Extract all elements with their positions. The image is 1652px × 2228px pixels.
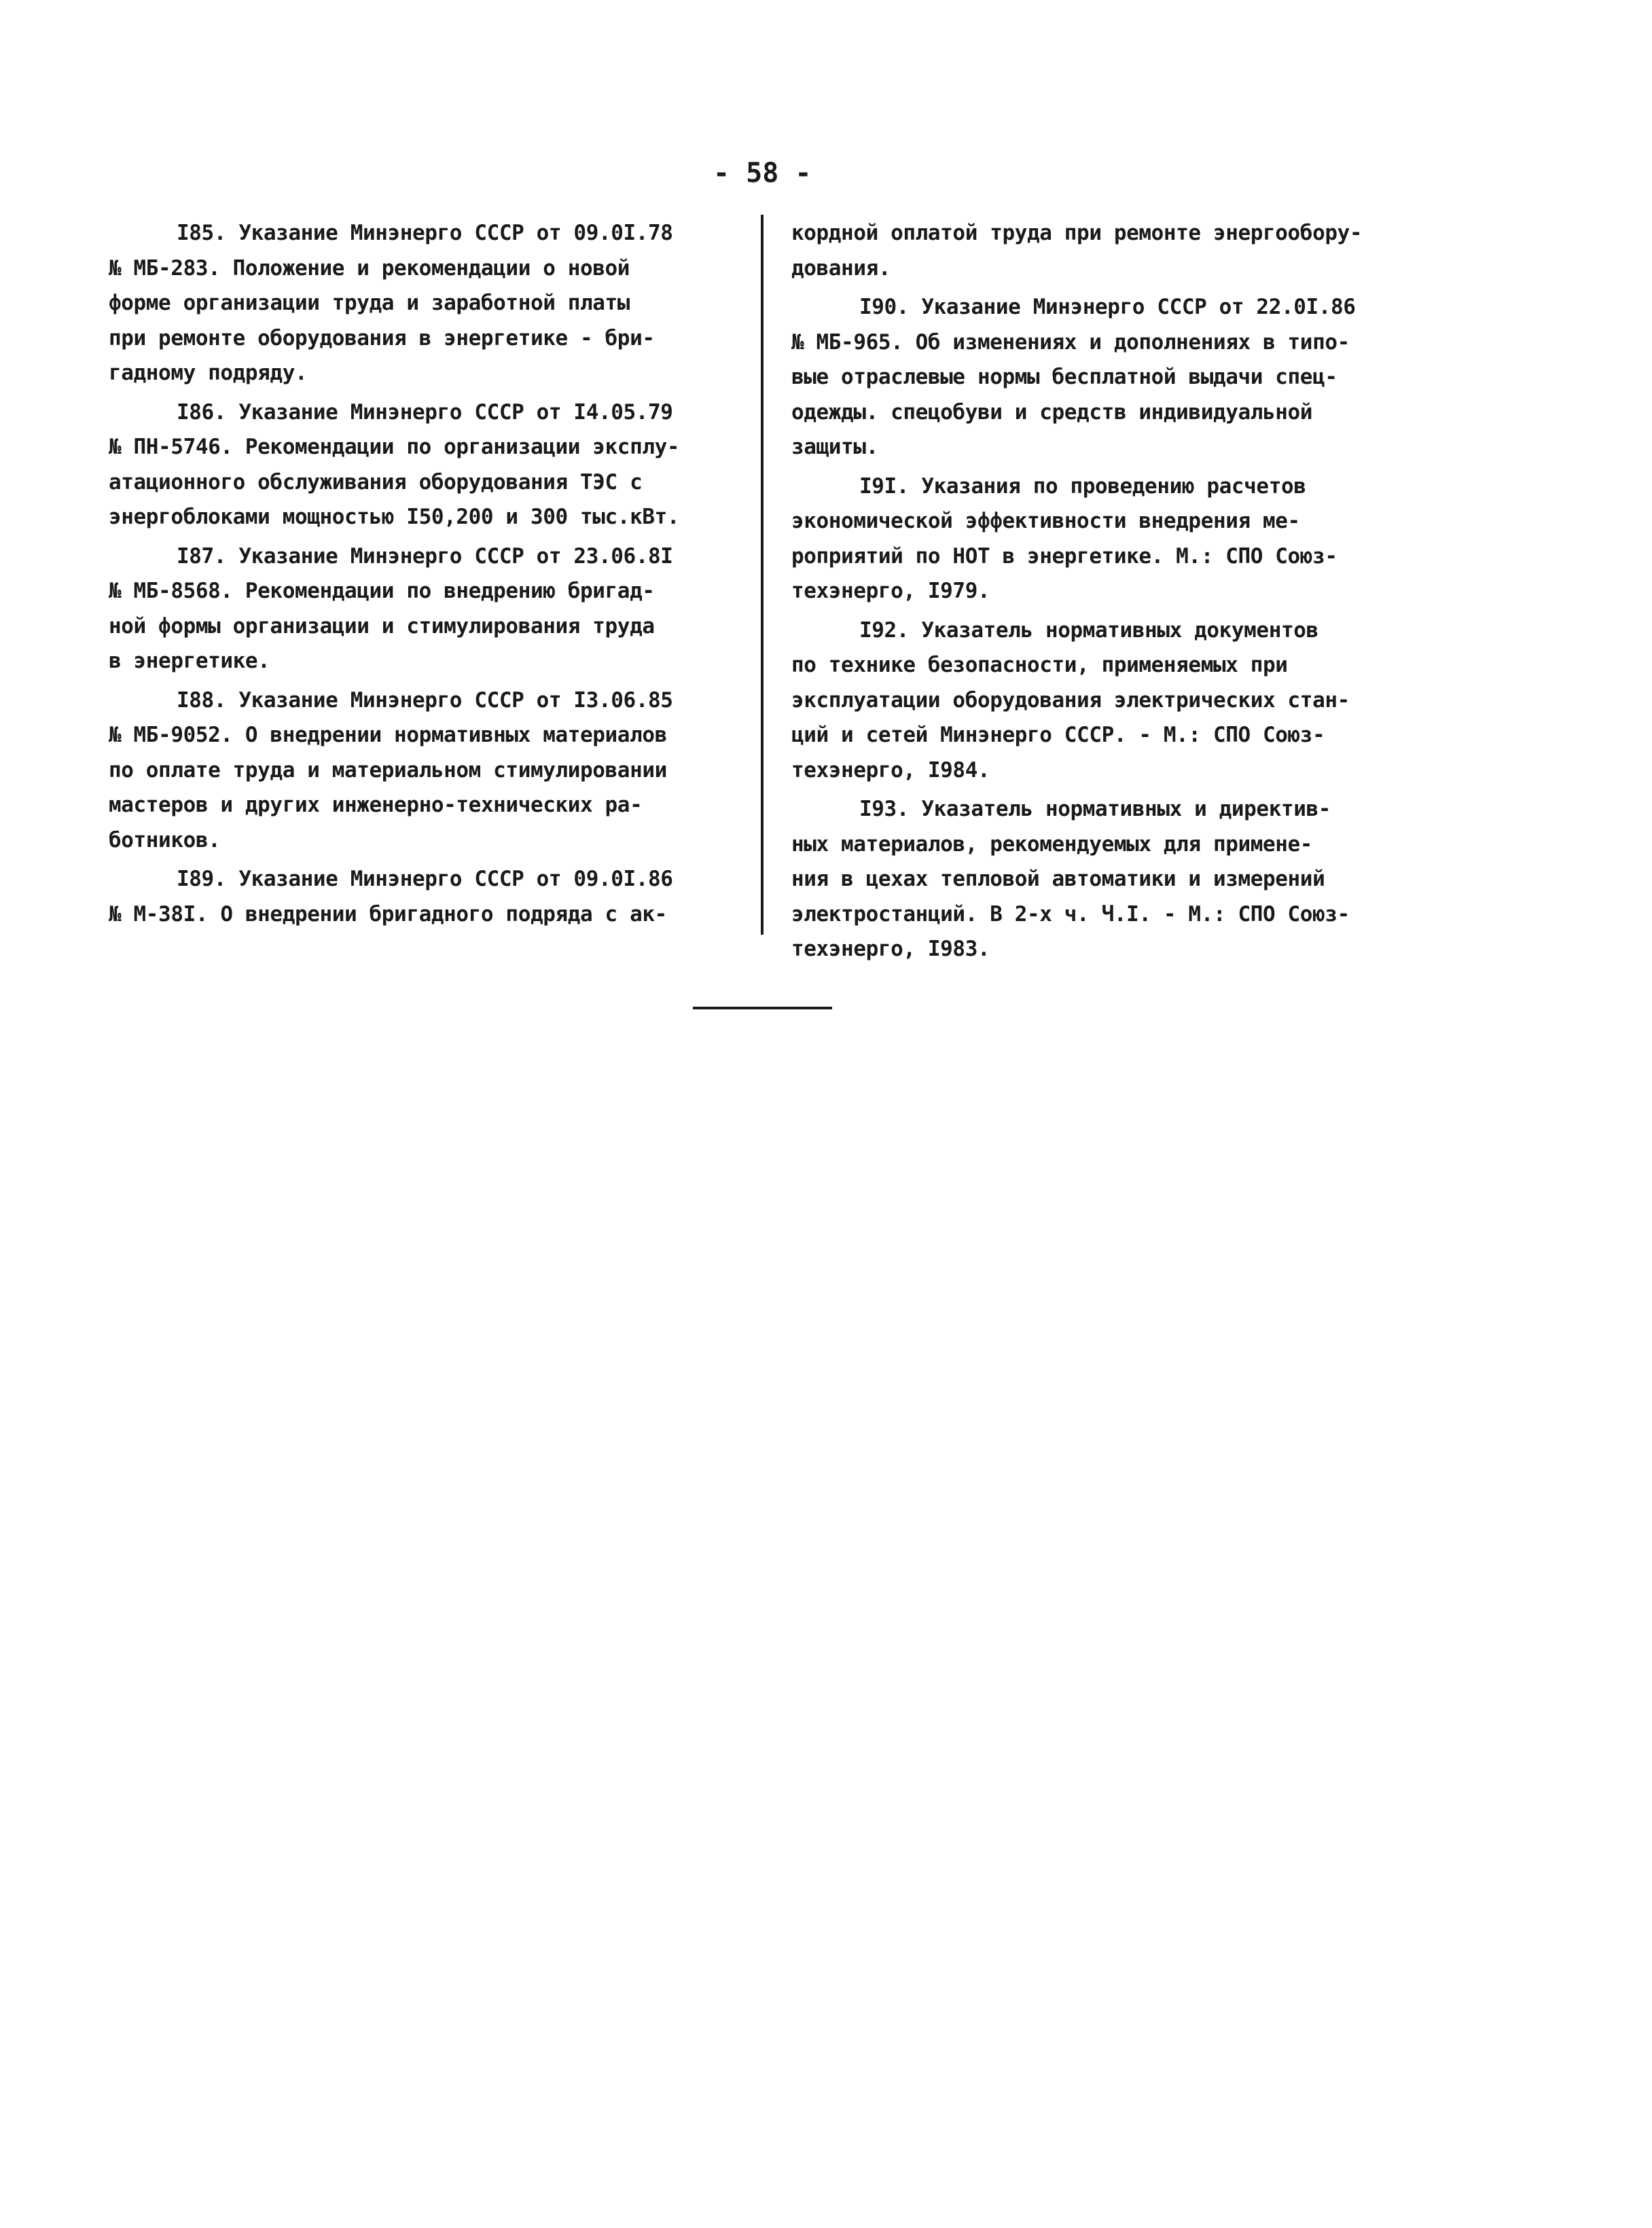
text-line: в энергетике. bbox=[109, 649, 270, 673]
text-line: защиты. bbox=[791, 435, 878, 459]
text-line: ций и сетей Минэнерго СССР. - М.: СПО Союз- bbox=[791, 723, 1325, 747]
text-line: ботников. bbox=[109, 827, 221, 852]
text-line: эксплуатации оборудования электрических стан- bbox=[791, 687, 1350, 713]
text-line: атационного обслуживания оборудования ТЭС с bbox=[109, 469, 643, 495]
text-line: мастеров и других инженерно-технических ра- bbox=[109, 793, 643, 817]
text-line: ной формы организации и стимулирования труда bbox=[109, 613, 655, 639]
text-line: форме организации труда и заработной платы bbox=[109, 291, 630, 315]
text-line: № МБ-8568. Рекомендации по внедрению бригад- bbox=[109, 579, 655, 603]
text-line: I90. Указание Минэнерго СССР от 22.0I.86 bbox=[859, 295, 1356, 319]
text-line: I92. Указатель нормативных документов bbox=[859, 617, 1318, 643]
text-line: I87. Указание Минэнерго СССР от 23.06.8I bbox=[177, 543, 673, 569]
text-line: № МБ-9052. О внедрении нормативных материалов bbox=[109, 723, 667, 747]
text-line: энергоблоками мощностью I50,200 и 300 тыс.кВт. bbox=[109, 505, 680, 529]
right-column bbox=[791, 216, 1416, 967]
text-line: по оплате труда и материальном стимулировании bbox=[109, 757, 667, 783]
text-line: одежды. спецобуви и средств индивидуальной bbox=[791, 399, 1313, 425]
text-line: I85. Указание Минэнерго СССР от 09.0I.78 bbox=[177, 221, 673, 245]
text-line: техэнерго, I984. bbox=[791, 757, 990, 783]
text-line: электростанций. В 2-х ч. Ч.I. - М.: СПО Союз- bbox=[791, 901, 1350, 927]
column-divider bbox=[761, 215, 764, 935]
text-line: I9I. Указания по проведению расчетов bbox=[859, 473, 1306, 499]
text-line: I89. Указание Минэнерго СССР от 09.0I.86 bbox=[177, 867, 673, 891]
text-line: № ПН-5746. Рекомендации по организации эксплу- bbox=[109, 435, 680, 459]
text-line: № М-38I. О внедрении бригадного подряда с ак- bbox=[109, 901, 667, 927]
left-column bbox=[109, 216, 720, 932]
text-line: I93. Указатель нормативных и директив- bbox=[859, 797, 1331, 821]
page-number: - 58 - bbox=[713, 158, 812, 189]
text-line: техэнерго, I979. bbox=[791, 579, 990, 603]
text-line: № МБ-283. Положение и рекомендации о новой bbox=[109, 255, 630, 281]
text-line: ных материалов, рекомендуемых для примене- bbox=[791, 831, 1313, 857]
text-line: роприятий по НОТ в энергетике. М.: СПО Союз- bbox=[791, 543, 1337, 569]
text-line: по технике безопасности, применяемых при bbox=[791, 653, 1288, 677]
text-line: вые отраслевые нормы бесплатной выдачи спец- bbox=[791, 365, 1337, 389]
text-line: № МБ-965. Об изменениях и дополнениях в типо- bbox=[791, 329, 1350, 355]
text-line: техэнерго, I983. bbox=[791, 937, 990, 961]
text-line: экономической эффективности внедрения ме- bbox=[791, 509, 1300, 533]
text-line: при ремонте оборудования в энергетике - бри- bbox=[109, 325, 655, 351]
text-line: I88. Указание Минэнерго СССР от I3.06.85 bbox=[177, 687, 673, 713]
text-line: I86. Указание Минэнерго СССР от I4.05.79 bbox=[177, 399, 673, 425]
bottom-rule bbox=[693, 1007, 832, 1009]
text-line: дования. bbox=[791, 255, 891, 281]
text-line: ния в цехах тепловой автоматики и измерений bbox=[791, 867, 1325, 891]
text-line: кордной оплатой труда при ремонте энергообору- bbox=[791, 221, 1363, 245]
text-line: гадному подряду. bbox=[109, 361, 308, 385]
